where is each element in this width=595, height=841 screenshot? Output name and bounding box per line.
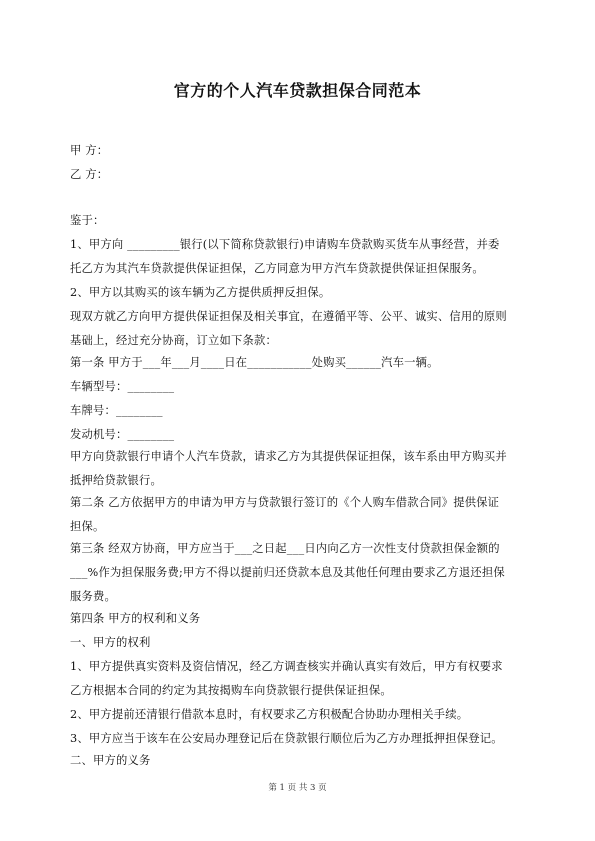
paragraph-line: 基础上，经过充分协商，订立如下条款： bbox=[70, 334, 277, 347]
document-title: 官方的个人汽车贷款担保合同范本 bbox=[173, 81, 422, 100]
paragraph-line: ___%作为担保服务费;甲方不得以提前归还贷款本息及其他任何理由要求乙方退还担保 bbox=[70, 566, 505, 579]
vehicle-model-line: 车辆型号：________ bbox=[70, 380, 175, 393]
page-number-footer: 第 1 页 共 3 页 bbox=[268, 783, 327, 793]
section-heading: 二、甲方的义务 bbox=[70, 754, 151, 767]
paragraph-line: 担保。 bbox=[70, 520, 105, 533]
engine-number-line: 发动机号：________ bbox=[70, 428, 175, 441]
paragraph-line: 2、甲方以其购买的该车辆为乙方提供质押反担保。 bbox=[70, 286, 331, 299]
paragraph-line: 抵押给贷款银行。 bbox=[70, 474, 162, 487]
article-3-line: 第三条 经双方协商，甲方应当于___之日起___日内向乙方一次性支付贷款担保金额的 bbox=[70, 542, 500, 555]
article-4-heading: 第四条 甲方的权利和义务 bbox=[70, 612, 201, 625]
paragraph-line: 1、甲方提供真实资料及资信情况，经乙方调查核实并确认真实有效后，甲方有权要求 bbox=[70, 660, 503, 673]
paragraph-line: 乙方根据本合同的约定为其按揭购车向贷款银行提供保证担保。 bbox=[70, 684, 392, 697]
party-a-line: 甲 方： bbox=[70, 144, 109, 157]
paragraph-line: 服务费。 bbox=[70, 590, 116, 603]
paragraph-line: 鉴于： bbox=[70, 214, 105, 227]
article-2-line: 第二条 乙方依据甲方的申请为甲方与贷款银行签订的《个人购车借款合同》提供保证 bbox=[70, 496, 500, 509]
party-b-line: 乙 方： bbox=[70, 168, 109, 181]
article-1-line: 第一条 甲方于___年___月____日在___________处购买______汽车一辆。 bbox=[70, 356, 439, 369]
paragraph-line: 托乙方为其汽车贷款提供保证担保，乙方同意为甲方汽车贷款提供保证担保服务。 bbox=[70, 262, 484, 275]
paragraph-line: 甲方向贷款银行申请个人汽车贷款，请求乙方为其提供保证担保，该车系由甲方购买并 bbox=[70, 450, 507, 463]
paragraph-line: 1、甲方向 _________银行(以下简称贷款银行)申请购车贷款购买货车从事经营，并委 bbox=[70, 238, 500, 251]
paragraph-line: 3、甲方应当于该车在公安局办理登记后在贷款银行顺位后为乙方办理抵押担保登记。 bbox=[70, 732, 503, 745]
paragraph-line: 现双方就乙方向甲方提供保证担保及相关事宜，在遵循平等、公平、诚实、信用的原则 bbox=[70, 310, 507, 323]
paragraph-line: 2、甲方提前还清银行借款本息时，有权要求乙方积极配合协助办理相关手续。 bbox=[70, 708, 469, 721]
section-heading: 一、甲方的权利 bbox=[70, 636, 151, 649]
plate-number-line: 车牌号：________ bbox=[70, 404, 163, 417]
